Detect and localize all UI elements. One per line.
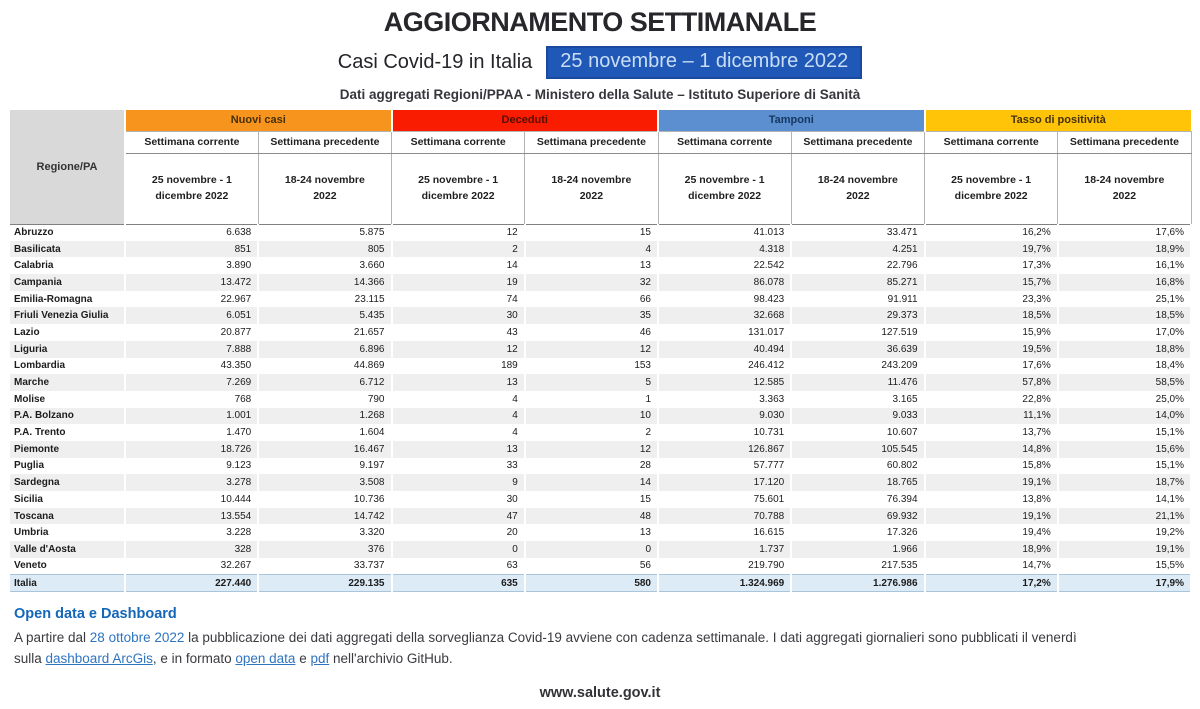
value-cell: 36.639 — [791, 341, 924, 358]
region-name-cell: Liguria — [10, 341, 125, 358]
covid-table-wrapper — [10, 110, 1191, 592]
region-name-cell: Basilicata — [10, 241, 125, 258]
value-cell: 66 — [525, 291, 658, 308]
subheader-previous: Settimana precedente — [258, 131, 391, 153]
subheader-current: Settimana corrente — [125, 131, 258, 153]
value-cell: 57,8% — [925, 374, 1058, 391]
value-cell: 33.471 — [791, 224, 924, 241]
date-current: 25 novembre - 1 dicembre 2022 — [925, 153, 1058, 224]
table-row — [10, 541, 1191, 558]
subheader-current: Settimana corrente — [392, 131, 525, 153]
value-cell: 4.251 — [791, 241, 924, 258]
region-name-cell: Friuli Venezia Giulia — [10, 307, 125, 324]
value-cell: 227.440 — [125, 574, 258, 592]
footer-text: la pubblicazione dei dati aggregati della sorveglianza Covid-19 avviene con cadenza settimanale. I dati aggregati giornalieri sono pubblicati il venerdì — [184, 630, 1077, 645]
value-cell: 9.197 — [258, 458, 391, 475]
value-cell: 16,8% — [1058, 274, 1191, 291]
value-cell: 3.228 — [125, 524, 258, 541]
value-cell: 4 — [392, 424, 525, 441]
value-cell: 17,0% — [1058, 324, 1191, 341]
covid-data-table — [10, 110, 1192, 592]
value-cell: 13 — [525, 524, 658, 541]
value-cell: 12 — [392, 341, 525, 358]
subheader-current: Settimana corrente — [658, 131, 791, 153]
value-cell: 19,4% — [925, 524, 1058, 541]
value-cell: 17,3% — [925, 257, 1058, 274]
table-row — [10, 274, 1191, 291]
value-cell: 13 — [392, 441, 525, 458]
value-cell: 22.542 — [658, 257, 791, 274]
table-row — [10, 458, 1191, 475]
value-cell: 805 — [258, 241, 391, 258]
value-cell: 32 — [525, 274, 658, 291]
value-cell: 22.796 — [791, 257, 924, 274]
footer-link[interactable]: 28 ottobre 2022 — [89, 630, 185, 645]
value-cell: 17,2% — [925, 574, 1058, 592]
region-name-cell: P.A. Trento — [10, 424, 125, 441]
footer-paragraph — [14, 628, 1189, 669]
group-header-tamponi: Tamponi — [658, 110, 925, 131]
value-cell: 2 — [392, 241, 525, 258]
value-cell: 3.320 — [258, 524, 391, 541]
date-previous: 18-24 novembre 2022 — [791, 153, 924, 224]
date-row — [10, 153, 1191, 224]
value-cell: 5 — [525, 374, 658, 391]
value-cell: 18.726 — [125, 441, 258, 458]
footer-link[interactable]: dashboard ArcGis — [45, 650, 153, 666]
value-cell: 229.135 — [258, 574, 391, 592]
date-current: 25 novembre - 1 dicembre 2022 — [392, 153, 525, 224]
value-cell: 14,0% — [1058, 408, 1191, 425]
group-header-nuovi-casi: Nuovi casi — [125, 110, 392, 131]
value-cell: 15,8% — [925, 458, 1058, 475]
footer-text: A partire dal — [14, 630, 90, 645]
value-cell: 14,8% — [925, 441, 1058, 458]
value-cell: 43 — [392, 324, 525, 341]
value-cell: 10.444 — [125, 491, 258, 508]
value-cell: 9.033 — [791, 408, 924, 425]
value-cell: 18,5% — [1058, 307, 1191, 324]
value-cell: 6.712 — [258, 374, 391, 391]
value-cell: 25,0% — [1058, 391, 1191, 408]
value-cell: 7.269 — [125, 374, 258, 391]
value-cell: 19,2% — [1058, 524, 1191, 541]
value-cell: 19 — [392, 274, 525, 291]
value-cell: 328 — [125, 541, 258, 558]
date-current: 25 novembre - 1 dicembre 2022 — [658, 153, 791, 224]
subheader-row — [10, 131, 1191, 153]
value-cell: 18,7% — [1058, 474, 1191, 491]
value-cell: 16.615 — [658, 524, 791, 541]
value-cell: 19,7% — [925, 241, 1058, 258]
value-cell: 15,1% — [1058, 424, 1191, 441]
value-cell: 70.788 — [658, 508, 791, 525]
value-cell: 10.607 — [791, 424, 924, 441]
value-cell: 35 — [525, 307, 658, 324]
value-cell: 58,5% — [1058, 374, 1191, 391]
value-cell: 5.875 — [258, 224, 391, 241]
value-cell: 0 — [392, 541, 525, 558]
value-cell: 16,2% — [925, 224, 1058, 241]
value-cell: 17.120 — [658, 474, 791, 491]
value-cell: 3.890 — [125, 257, 258, 274]
value-cell: 1 — [525, 391, 658, 408]
region-name-cell: Veneto — [10, 558, 125, 575]
region-name-cell: Toscana — [10, 508, 125, 525]
table-row — [10, 474, 1191, 491]
value-cell: 1.966 — [791, 541, 924, 558]
value-cell: 13,7% — [925, 424, 1058, 441]
value-cell: 12 — [525, 341, 658, 358]
value-cell: 4 — [525, 241, 658, 258]
value-cell: 243.209 — [791, 358, 924, 375]
value-cell: 76.394 — [791, 491, 924, 508]
value-cell: 1.268 — [258, 408, 391, 425]
value-cell: 3.363 — [658, 391, 791, 408]
value-cell: 18.765 — [791, 474, 924, 491]
value-cell: 10 — [525, 408, 658, 425]
value-cell: 217.535 — [791, 558, 924, 575]
value-cell: 32.668 — [658, 307, 791, 324]
value-cell: 30 — [392, 307, 525, 324]
value-cell: 6.638 — [125, 224, 258, 241]
value-cell: 33 — [392, 458, 525, 475]
table-row — [10, 408, 1191, 425]
footer-link[interactable]: open data — [235, 650, 296, 666]
footer — [14, 606, 1189, 669]
value-cell: 9.123 — [125, 458, 258, 475]
table-row — [10, 358, 1191, 375]
region-name-cell: Sicilia — [10, 491, 125, 508]
table-row — [10, 307, 1191, 324]
value-cell: 86.078 — [658, 274, 791, 291]
value-cell: 15 — [525, 491, 658, 508]
value-cell: 32.267 — [125, 558, 258, 575]
value-cell: 851 — [125, 241, 258, 258]
value-cell: 30 — [392, 491, 525, 508]
region-name-cell: Lombardia — [10, 358, 125, 375]
value-cell: 20.877 — [125, 324, 258, 341]
subheader-previous: Settimana precedente — [791, 131, 924, 153]
group-header-deceduti: Deceduti — [392, 110, 659, 131]
data-source-line: Dati aggregati Regioni/PPAA - Ministero della Salute – Istituto Superiore di Sanità — [339, 87, 861, 102]
value-cell: 19,1% — [925, 474, 1058, 491]
table-row — [10, 491, 1191, 508]
date-previous: 18-24 novembre 2022 — [525, 153, 658, 224]
value-cell: 18,9% — [1058, 241, 1191, 258]
value-cell: 189 — [392, 358, 525, 375]
value-cell: 85.271 — [791, 274, 924, 291]
value-cell: 105.545 — [791, 441, 924, 458]
subheader-previous: Settimana precedente — [525, 131, 658, 153]
table-row — [10, 391, 1191, 408]
value-cell: 1.737 — [658, 541, 791, 558]
value-cell: 91.911 — [791, 291, 924, 308]
value-cell: 1.324.969 — [658, 574, 791, 592]
value-cell: 63 — [392, 558, 525, 575]
value-cell: 48 — [525, 508, 658, 525]
value-cell: 4 — [392, 391, 525, 408]
value-cell: 9.030 — [658, 408, 791, 425]
footer-heading: Open data e Dashboard — [14, 606, 177, 622]
value-cell: 43.350 — [125, 358, 258, 375]
value-cell: 33.737 — [258, 558, 391, 575]
value-cell: 60.802 — [791, 458, 924, 475]
page-title: AGGIORNAMENTO SETTIMANALE — [383, 7, 817, 37]
table-row — [10, 241, 1191, 258]
value-cell: 6.896 — [258, 341, 391, 358]
value-cell: 47 — [392, 508, 525, 525]
value-cell: 10.736 — [258, 491, 391, 508]
value-cell: 768 — [125, 391, 258, 408]
region-name-cell: Piemonte — [10, 441, 125, 458]
value-cell: 3.165 — [791, 391, 924, 408]
value-cell: 14 — [525, 474, 658, 491]
value-cell: 153 — [525, 358, 658, 375]
value-cell: 14 — [392, 257, 525, 274]
value-cell: 14.742 — [258, 508, 391, 525]
value-cell: 131.017 — [658, 324, 791, 341]
region-name-cell: Molise — [10, 391, 125, 408]
date-current: 25 novembre - 1 dicembre 2022 — [125, 153, 258, 224]
region-name-cell: Abruzzo — [10, 224, 125, 241]
table-row — [10, 291, 1191, 308]
value-cell: 126.867 — [658, 441, 791, 458]
value-cell: 18,4% — [1058, 358, 1191, 375]
value-cell: 6.051 — [125, 307, 258, 324]
region-name-cell: Calabria — [10, 257, 125, 274]
value-cell: 15 — [525, 224, 658, 241]
value-cell: 17.326 — [791, 524, 924, 541]
footer-link[interactable]: pdf — [310, 650, 330, 666]
value-cell: 635 — [392, 574, 525, 592]
value-cell: 15,1% — [1058, 458, 1191, 475]
value-cell: 376 — [258, 541, 391, 558]
value-cell: 23.115 — [258, 291, 391, 308]
value-cell: 14,7% — [925, 558, 1058, 575]
value-cell: 4 — [392, 408, 525, 425]
value-cell: 3.278 — [125, 474, 258, 491]
value-cell: 23,3% — [925, 291, 1058, 308]
value-cell: 1.001 — [125, 408, 258, 425]
region-column-header: Regione/PA — [10, 110, 125, 224]
value-cell: 219.790 — [658, 558, 791, 575]
value-cell: 790 — [258, 391, 391, 408]
value-cell: 18,5% — [925, 307, 1058, 324]
date-previous: 18-24 novembre 2022 — [1058, 153, 1191, 224]
report-header — [0, 0, 1200, 102]
value-cell: 12.585 — [658, 374, 791, 391]
footer-text: , e in formato — [152, 650, 236, 666]
value-cell: 12 — [525, 441, 658, 458]
value-cell: 28 — [525, 458, 658, 475]
value-cell: 69.932 — [791, 508, 924, 525]
region-name-cell: Marche — [10, 374, 125, 391]
value-cell: 41.013 — [658, 224, 791, 241]
value-cell: 21.657 — [258, 324, 391, 341]
value-cell: 15,9% — [925, 324, 1058, 341]
value-cell: 17,9% — [1058, 574, 1191, 592]
table-row — [10, 341, 1191, 358]
value-cell: 17,6% — [1058, 224, 1191, 241]
value-cell: 14.366 — [258, 274, 391, 291]
value-cell: 127.519 — [791, 324, 924, 341]
value-cell: 57.777 — [658, 458, 791, 475]
table-row — [10, 524, 1191, 541]
value-cell: 16.467 — [258, 441, 391, 458]
value-cell: 25,1% — [1058, 291, 1191, 308]
value-cell: 75.601 — [658, 491, 791, 508]
value-cell: 19,1% — [925, 508, 1058, 525]
value-cell: 22,8% — [925, 391, 1058, 408]
region-name-cell: Italia — [10, 574, 125, 592]
value-cell: 10.731 — [658, 424, 791, 441]
subheader-current: Settimana corrente — [925, 131, 1058, 153]
value-cell: 1.470 — [125, 424, 258, 441]
value-cell: 580 — [525, 574, 658, 592]
value-cell: 3.508 — [258, 474, 391, 491]
value-cell: 21,1% — [1058, 508, 1191, 525]
value-cell: 13 — [525, 257, 658, 274]
region-name-cell: Emilia-Romagna — [10, 291, 125, 308]
value-cell: 16,1% — [1058, 257, 1191, 274]
table-row — [10, 558, 1191, 575]
value-cell: 13,8% — [925, 491, 1058, 508]
value-cell: 4.318 — [658, 241, 791, 258]
value-cell: 40.494 — [658, 341, 791, 358]
table-body — [10, 224, 1191, 592]
table-row — [10, 374, 1191, 391]
subtitle-label: Casi Covid-19 in Italia — [337, 50, 533, 73]
value-cell: 5.435 — [258, 307, 391, 324]
region-name-cell: P.A. Bolzano — [10, 408, 125, 425]
value-cell: 3.660 — [258, 257, 391, 274]
value-cell: 1.604 — [258, 424, 391, 441]
group-header-tasso-positivita: Tasso di positività — [925, 110, 1192, 131]
value-cell: 0 — [525, 541, 658, 558]
value-cell: 11.476 — [791, 374, 924, 391]
region-name-cell: Campania — [10, 274, 125, 291]
date-previous: 18-24 novembre 2022 — [258, 153, 391, 224]
value-cell: 7.888 — [125, 341, 258, 358]
period-highlight: 25 novembre – 1 dicembre 2022 — [546, 46, 862, 79]
table-header — [10, 110, 1191, 224]
footer-text: nell'archivio GitHub. — [329, 650, 453, 666]
value-cell: 22.967 — [125, 291, 258, 308]
value-cell: 18,9% — [925, 541, 1058, 558]
value-cell: 13.472 — [125, 274, 258, 291]
region-name-cell: Umbria — [10, 524, 125, 541]
footer-text: sulla — [14, 650, 46, 666]
value-cell: 15,6% — [1058, 441, 1191, 458]
subtitle-row — [0, 46, 1200, 78]
subheader-previous: Settimana precedente — [1058, 131, 1191, 153]
value-cell: 98.423 — [658, 291, 791, 308]
value-cell: 46 — [525, 324, 658, 341]
value-cell: 20 — [392, 524, 525, 541]
value-cell: 1.276.986 — [791, 574, 924, 592]
value-cell: 13 — [392, 374, 525, 391]
value-cell: 12 — [392, 224, 525, 241]
value-cell: 14,1% — [1058, 491, 1191, 508]
table-row — [10, 324, 1191, 341]
value-cell: 18,8% — [1058, 341, 1191, 358]
value-cell: 44.869 — [258, 358, 391, 375]
region-name-cell: Lazio — [10, 324, 125, 341]
website-url: www.salute.gov.it — [539, 685, 661, 701]
table-row — [10, 441, 1191, 458]
value-cell: 13.554 — [125, 508, 258, 525]
table-row — [10, 508, 1191, 525]
value-cell: 11,1% — [925, 408, 1058, 425]
value-cell: 56 — [525, 558, 658, 575]
value-cell: 17,6% — [925, 358, 1058, 375]
region-name-cell: Valle d'Aosta — [10, 541, 125, 558]
value-cell: 15,7% — [925, 274, 1058, 291]
value-cell: 9 — [392, 474, 525, 491]
value-cell: 246.412 — [658, 358, 791, 375]
table-row — [10, 424, 1191, 441]
total-row — [10, 574, 1191, 592]
footer-text: e — [295, 650, 311, 666]
value-cell: 19,1% — [1058, 541, 1191, 558]
value-cell: 29.373 — [791, 307, 924, 324]
table-row — [10, 257, 1191, 274]
region-name-cell: Sardegna — [10, 474, 125, 491]
table-row — [10, 224, 1191, 241]
value-cell: 19,5% — [925, 341, 1058, 358]
region-name-cell: Puglia — [10, 458, 125, 475]
value-cell: 15,5% — [1058, 558, 1191, 575]
value-cell: 74 — [392, 291, 525, 308]
value-cell: 2 — [525, 424, 658, 441]
